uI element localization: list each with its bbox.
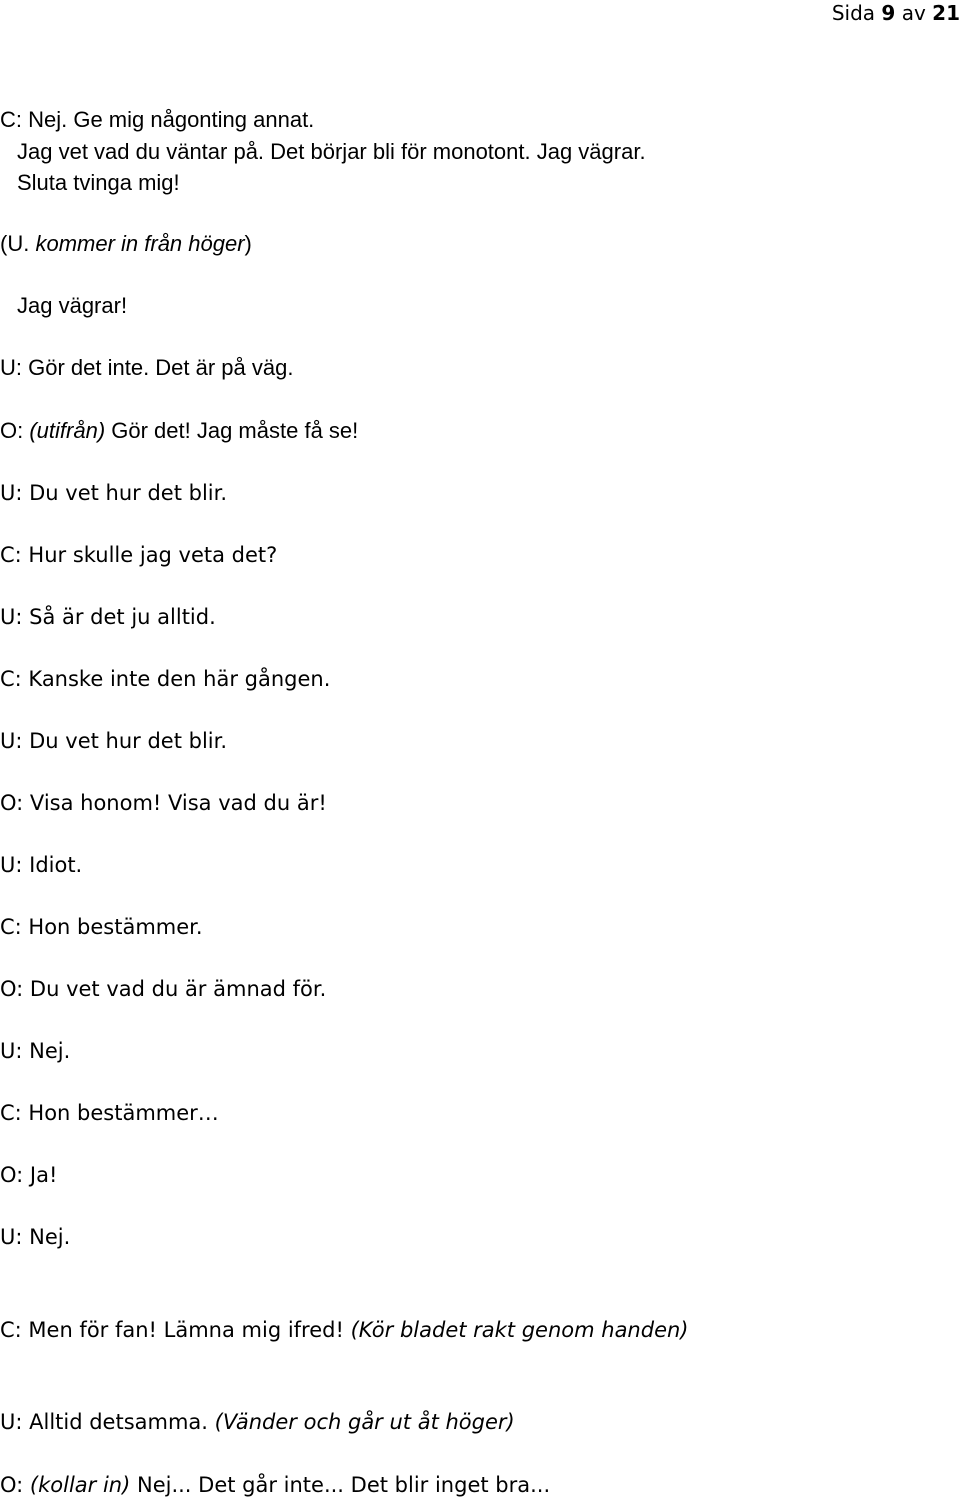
script-line-c-2: C: Hur skulle jag veta det? <box>0 543 278 567</box>
page-label: Sida <box>831 1 876 25</box>
page-number-header <box>832 0 960 26</box>
script-line-o-3: O: Du vet vad du är ämnad för. <box>0 977 327 1001</box>
script-line-continuation-3: Jag vägrar! <box>17 293 128 318</box>
script-line-c-4: C: Hon bestämmer. <box>0 915 203 939</box>
speaker-prefix: O: <box>0 418 30 443</box>
script-line-u-2: U: Du vet hur det blir. <box>0 481 228 505</box>
script-line-u-1: U: Gör det inte. Det är på väg. <box>0 355 294 380</box>
total-page-count: 21 <box>932 1 960 25</box>
dialogue-text: Nej... Det går inte... Det blir inget bra... <box>130 1473 551 1497</box>
script-line-o-4: O: Ja! <box>0 1163 58 1187</box>
dialogue-text: C: Men för fan! Lämna mig ifred! <box>0 1318 351 1342</box>
script-line-u-7: U: Nej. <box>0 1225 71 1249</box>
script-line-continuation-1: Jag vet vad du väntar på. Det börjar bli för monotont. Jag vägrar. <box>17 139 646 164</box>
dialogue-text: U: Alltid detsamma. <box>0 1410 215 1434</box>
script-line-o-5 <box>0 1471 550 1499</box>
stage-direction-text: kommer in från höger <box>35 231 245 256</box>
script-line-c-6 <box>0 1316 689 1344</box>
script-line-u-5: U: Idiot. <box>0 853 83 877</box>
inline-stage-direction: (Vänder och går ut åt höger) <box>214 1410 515 1434</box>
stage-direction-close: ) <box>244 231 252 256</box>
page-separator: av <box>901 1 926 25</box>
script-line-c-5: C: Hon bestämmer… <box>0 1101 219 1125</box>
script-line-u-8 <box>0 1408 515 1436</box>
inline-stage-direction: (kollar in) <box>29 1473 131 1497</box>
script-line-u-6: U: Nej. <box>0 1039 71 1063</box>
current-page-number: 9 <box>881 1 896 25</box>
script-line-c-1: C: Nej. Ge mig någonting annat. <box>0 107 315 132</box>
script-line-u-4: U: Du vet hur det blir. <box>0 729 228 753</box>
speaker-prefix: O: <box>0 1473 30 1497</box>
script-line-u-3: U: Så är det ju alltid. <box>0 605 216 629</box>
script-line-o-2: O: Visa honom! Visa vad du är! <box>0 791 327 815</box>
script-line-c-3: C: Kanske inte den här gången. <box>0 667 331 691</box>
script-line-o-1 <box>0 417 358 445</box>
stage-direction-u-enters <box>0 230 252 258</box>
inline-stage-direction: (Kör bladet rakt genom handen) <box>350 1318 689 1342</box>
stage-direction-open: (U. <box>0 231 36 256</box>
inline-stage-direction: (utifrån) <box>29 418 106 443</box>
dialogue-text: Gör det! Jag måste få se! <box>105 418 359 443</box>
script-line-continuation-2: Sluta tvinga mig! <box>17 170 180 195</box>
